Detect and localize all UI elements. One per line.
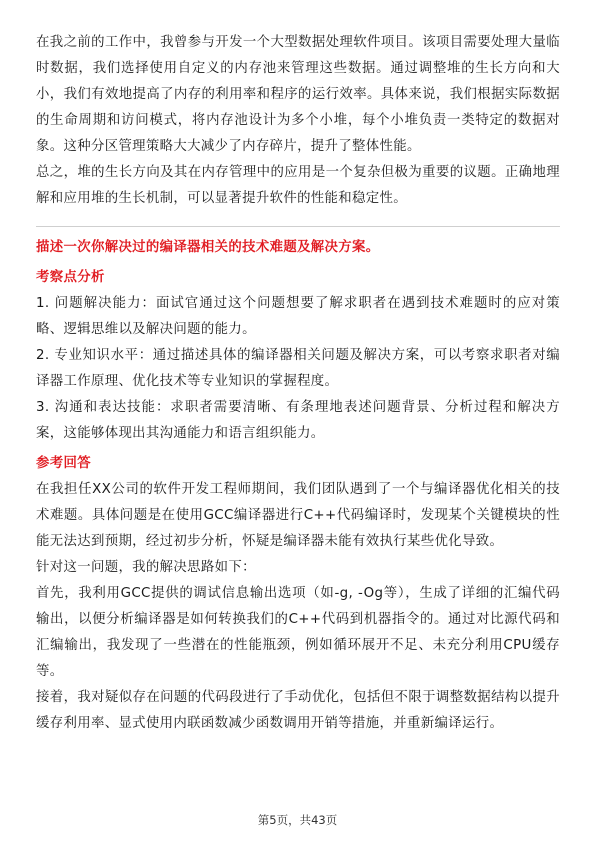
- answer-paragraph-2: 针对这一问题，我的解决思路如下：: [36, 560, 256, 575]
- answer-paragraph-3: 首先，我利用GCC提供的调试信息输出选项（如-g, -Og等），生成了详细的汇编代码输出，以便分析编译器是如何转换我们的C++代码到机器指令的。通过对比源代码和汇编输出，我发现了一些潜在的性能瓶颈，例如循环展开不足、未充分利用CPU缓存等。: [36, 586, 560, 679]
- document-body: [36, 30, 560, 737]
- analysis-item-2: 2. 专业知识水平：通过描述具体的编译器相关问题及解决方案，可以考察求职者对编译器工作原理、优化技术等专业知识的掌握程度。: [36, 348, 560, 389]
- analysis-heading: 考察点分析: [36, 270, 105, 285]
- intro-paragraph-2: 总之，堆的生长方向及其在内存管理中的应用是一个复杂但极为重要的议题。正确地理解和应用堆的生长机制，可以显著提升软件的性能和稳定性。: [36, 165, 560, 206]
- answer-paragraph-4: 接着，我对疑似存在问题的代码段进行了手动优化，包括但不限于调整数据结构以提升缓存利用率、显式使用内联函数减少函数调用开销等措施，并重新编译运行。: [36, 690, 560, 731]
- page-number-footer: 第5页，共43页: [257, 813, 338, 827]
- question-title: 描述一次你解决过的编译器相关的技术难题及解决方案。: [36, 240, 380, 255]
- intro-paragraph-1: 在我之前的工作中，我曾参与开发一个大型数据处理软件项目。该项目需要处理大量临时数据，我们选择使用自定义的内存池来管理这些数据。通过调整堆的生长方向和大小，我们有效地提高了内存的利用率和程序的运行效率。具体来说，我们根据实际数据的生命周期和访问模式，将内存池设计为多个小堆，每个小堆负责一类特定的数据对象。这种分区管理策略大大减少了内存碎片，提升了整体性能。: [36, 35, 560, 154]
- answer-heading: 参考回答: [36, 456, 91, 471]
- answer-paragraph-1: 在我担任XX公司的软件开发工程师期间，我们团队遇到了一个与编译器优化相关的技术难题。具体问题是在使用GCC编译器进行C++代码编译时，发现某个关键模块的性能无法达到预期，经过初步分析，怀疑是编译器未能有效执行某些优化导致。: [36, 482, 560, 549]
- section-divider: [36, 226, 560, 227]
- analysis-item-1: 1. 问题解决能力：面试官通过这个问题想要了解求职者在遇到技术难题时的应对策略、逻辑思维以及解决问题的能力。: [36, 296, 560, 337]
- analysis-item-3: 3. 沟通和表达技能：求职者需要清晰、有条理地表述问题背景、分析过程和解决方案，这能够体现出其沟通能力和语言组织能力。: [36, 400, 560, 441]
